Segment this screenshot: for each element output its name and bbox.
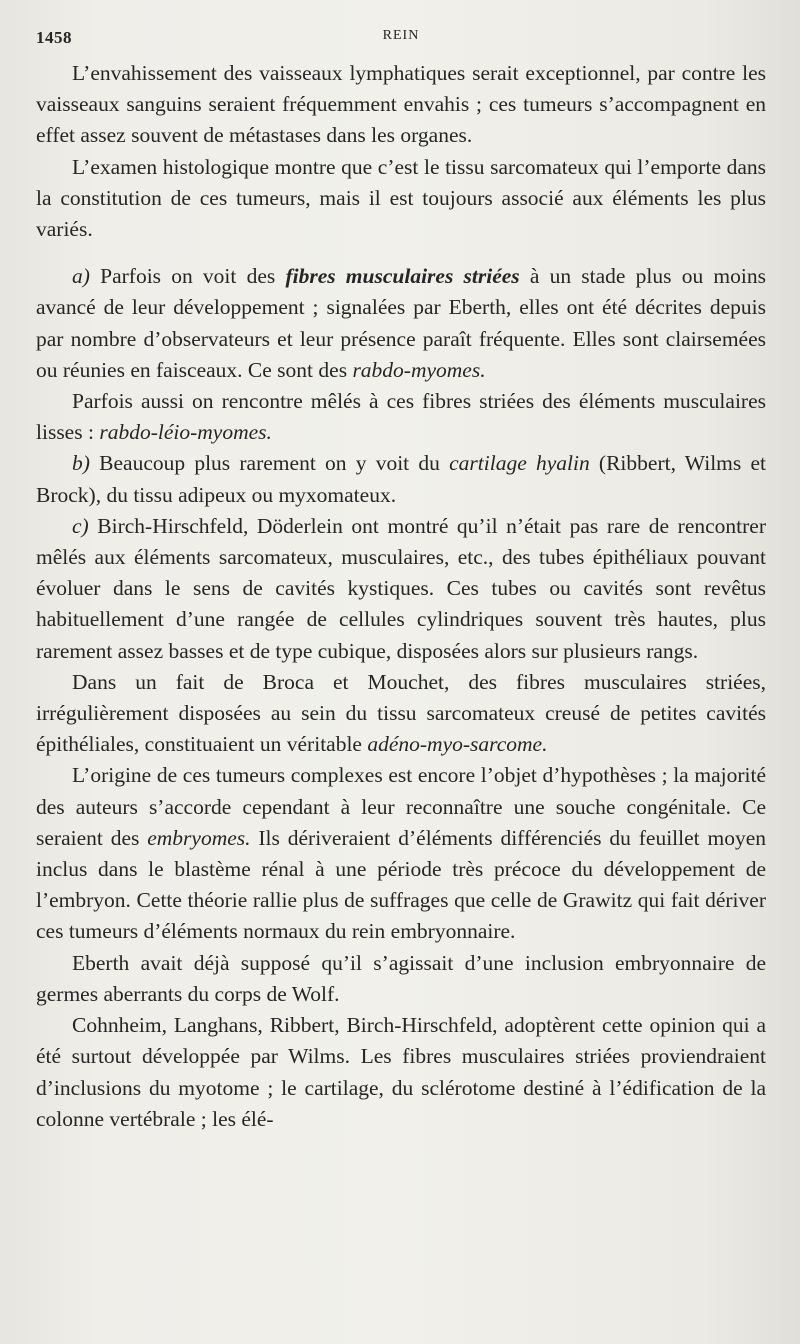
paragraph-cohnheim: Cohnheim, Langhans, Ribbert, Birch-Hirschfeld, adoptèrent cette opinion qui a été surtout développée par Wilms. Les fibres musculaires striées proviendraient d’inclusions du myotome ; le cartilage, du sclérotome destiné à l’édification de la colonne vertébrale ; les élé-: [36, 1013, 766, 1131]
emphasis-term: cartilage hyalin: [449, 451, 590, 476]
paragraph-striated-fibres: a) Parfois on voit des fibres musculaires striées à un stade plus ou moins avancé de leur développement ; signalées par Eberth, elles ont été décrites depuis par nombre d’observateurs et leur présence paraît fréquente. Elles sont clairsemées ou réunies en faisceaux. Ce sont des rabdo-myomes.: [36, 264, 766, 382]
emphasis-term: fibres musculaires striées: [285, 264, 520, 289]
paragraph-histology: L’examen histologique montre que c’est le tissu sarcomateux qui l’emporte dans la constitution de ces tumeurs, mais il est toujours associé aux éléments les plus variés.: [36, 154, 766, 242]
page-number: 1458: [36, 28, 72, 47]
paragraph-epithelial-tubes: c) Birch-Hirschfeld, Döderlein ont montré qu’il n’était pas rare de rencontrer mêlés aux éléments sarcomateux, musculaires, etc., des tubes épithéliaux pouvant évoluer dans le sens de cavités kystiques. Ces tubes ou cavités sont revêtus habituellement d’une rangée de cellules cylindriques souvent très hautes, plus rarement assez basses et de type cubique, disposées alors sur plusieurs rangs.: [36, 513, 766, 663]
item-label-a: a): [72, 264, 90, 289]
paragraph-smooth-muscle: Parfois aussi on rencontre mêlés à ces fibres striées des éléments musculaires lisses : rabdo-léio-myomes.: [36, 389, 766, 445]
paragraph-origin: L’origine de ces tumeurs complexes est encore l’objet d’hypothèses ; la majorité des auteurs s’accorde cependant à leur reconnaître une souche congénitale. Ce seraient des embryomes. Ils dériveraient d’éléments différenciés du feuillet moyen inclus dans le blastème rénal à une période très précoce du développement de l’embryon. Cette théorie rallie plus de suffrages que celle de Grawitz qui fait dériver ces tumeurs d’éléments normaux du rein embryonnaire.: [36, 763, 767, 944]
item-label-c: c): [72, 513, 89, 538]
paragraph-eberth: Eberth avait déjà supposé qu’il s’agissait d’une inclusion embryonnaire de germes aberrants du corps de Wolf.: [36, 950, 766, 1006]
emphasis-term: adéno-myo-sarcome.: [367, 732, 548, 757]
running-head: [36, 22, 766, 58]
emphasis-term: embryomes.: [147, 825, 251, 850]
running-title: REIN: [382, 28, 420, 43]
paragraph-broca-mouchet: Dans un fait de Broca et Mouchet, des fibres musculaires striées, irrégulièrement disposées au sein du tissu sarcomateux creusé de petites cavités épithéliales, constituaient un véritable adéno-myo-sarcome.: [36, 669, 766, 757]
paragraph-lymphatic-invasion: L’envahissement des vaisseaux lymphatiques serait exceptionnel, par contre les vaisseaux sanguins seraient fréquemment envahis ; ces tumeurs s’accompagnent en effet assez souvent de métastases dans les organes.: [36, 61, 766, 148]
paragraph-cartilage: b) Beaucoup plus rarement on y voit du cartilage hyalin (Ribbert, Wilms et Brock), du tissu adipeux ou myxomateux.: [36, 451, 766, 507]
item-label-b: b): [72, 451, 90, 476]
emphasis-term: rabdo-léio-myomes.: [99, 420, 272, 445]
emphasis-term: rabdo-myomes.: [352, 357, 486, 382]
